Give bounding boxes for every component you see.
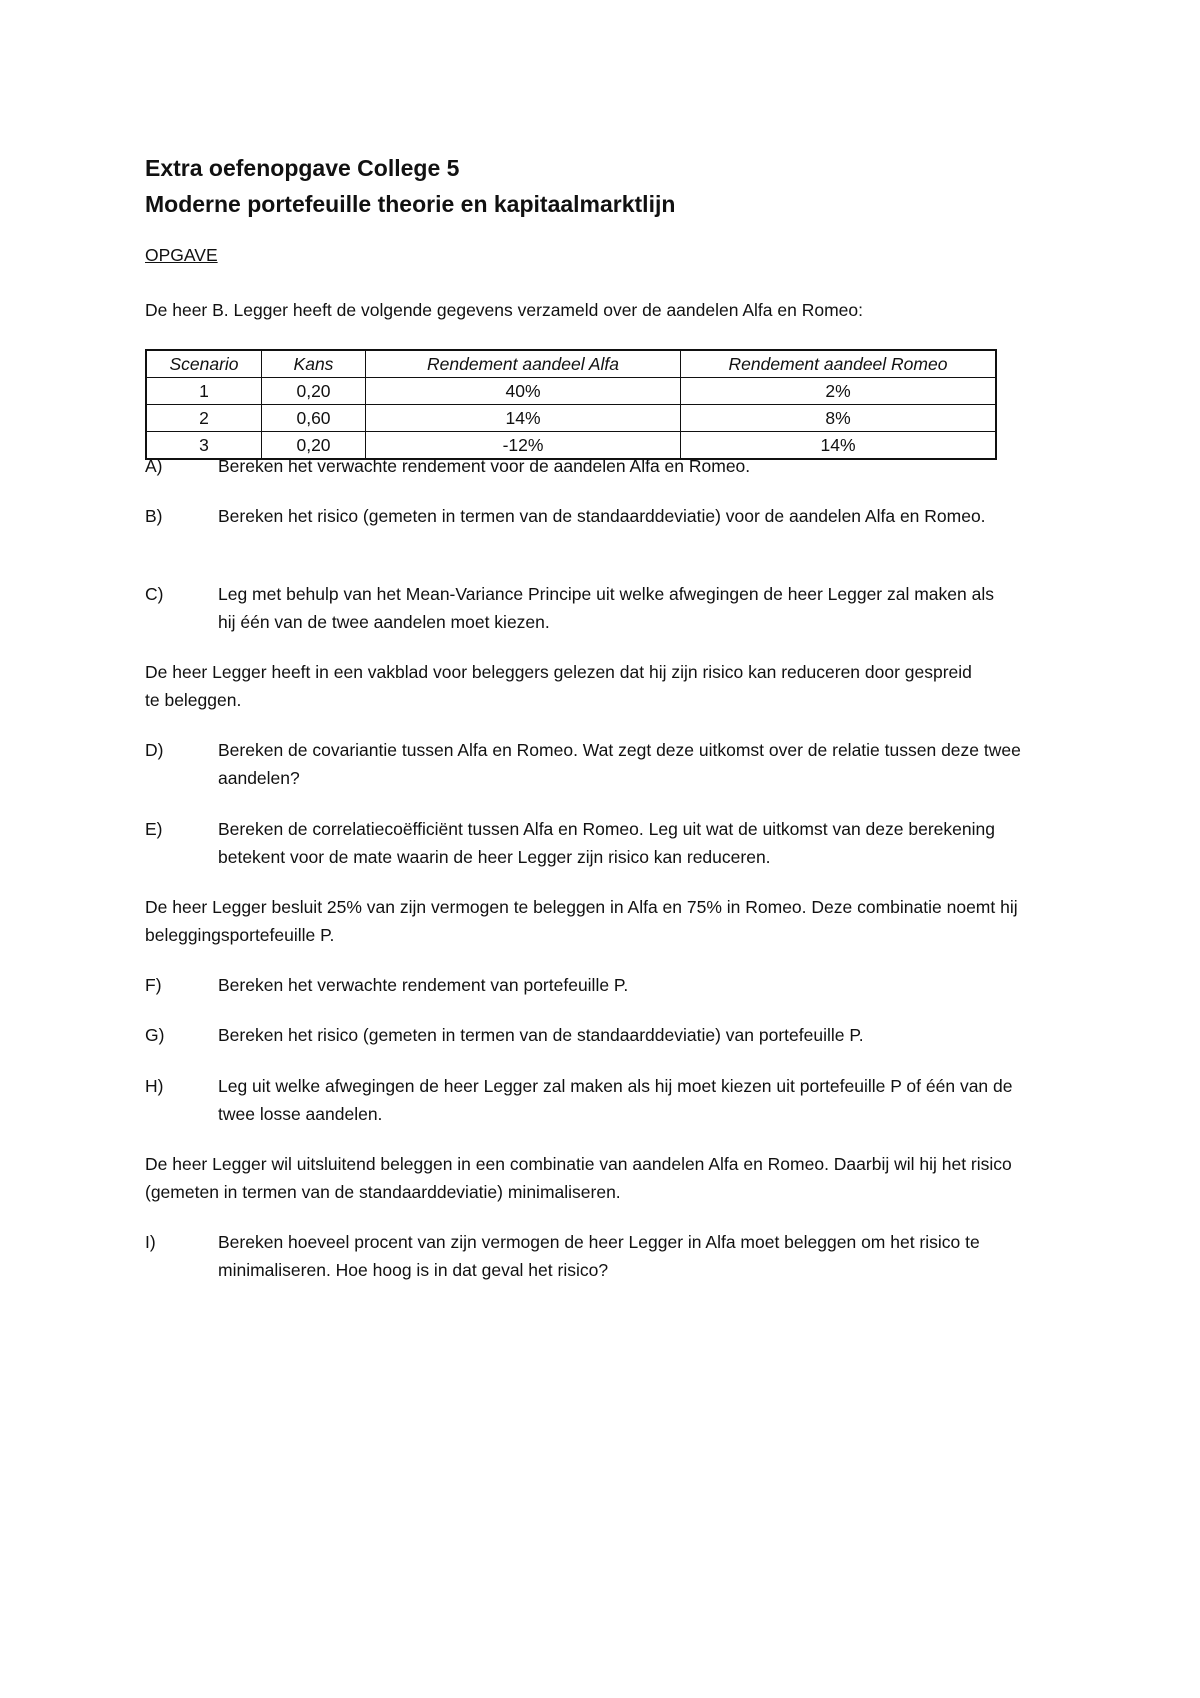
paragraph-minimaliseren: De heer Legger wil uitsluitend beleggen in een combinatie van aandelen Alfa en Romeo. Daarbij wil hij het risico (gemeten in termen van de standaarddeviatie) minimaliseren. bbox=[145, 1154, 1012, 1202]
cell-romeo: 8% bbox=[681, 405, 997, 432]
question-text: Bereken de covariantie tussen Alfa en Romeo. Wat zegt deze uitkomst over de relatie tussen deze twee aandelen? bbox=[218, 740, 1021, 788]
question-text: Leg uit welke afwegingen de heer Legger zal maken als hij moet kiezen uit portefeuille P of één van de twee losse aandelen. bbox=[218, 1076, 1013, 1124]
table-row bbox=[146, 378, 996, 405]
section-label: OPGAVE bbox=[145, 245, 218, 265]
document-page bbox=[145, 150, 1065, 1280]
cell-scenario: 1 bbox=[146, 378, 262, 405]
question-letter: C) bbox=[145, 584, 164, 604]
question-text: Bereken de correlatiecoëfficiënt tussen Alfa en Romeo. Leg uit wat de uitkomst van deze berekening betekent voor de mate waarin de heer Legger zijn risico kan reduceren. bbox=[218, 819, 995, 867]
cell-romeo: 14% bbox=[681, 432, 997, 460]
question-letter: G) bbox=[145, 1025, 165, 1045]
cell-kans: 0,60 bbox=[262, 405, 366, 432]
scenario-table bbox=[145, 349, 997, 460]
question-text: Bereken het verwachte rendement voor de aandelen Alfa en Romeo. bbox=[218, 456, 751, 476]
question-h bbox=[145, 1072, 1065, 1128]
cell-alfa: 40% bbox=[366, 378, 681, 405]
table-header-row bbox=[146, 350, 996, 378]
question-d bbox=[145, 736, 1065, 792]
question-letter: B) bbox=[145, 506, 163, 526]
question-letter: I) bbox=[145, 1232, 156, 1252]
question-letter: E) bbox=[145, 819, 163, 839]
question-letter: D) bbox=[145, 740, 164, 760]
document-title-line-1: Extra oefenopgave College 5 bbox=[145, 155, 460, 181]
question-text: Bereken het verwachte rendement van portefeuille P. bbox=[218, 975, 629, 995]
header-scenario: Scenario bbox=[146, 350, 262, 378]
question-text: Bereken het risico (gemeten in termen van de standaarddeviatie) voor de aandelen Alfa en Romeo. bbox=[218, 506, 986, 526]
question-letter: F) bbox=[145, 975, 162, 995]
cell-kans: 0,20 bbox=[262, 432, 366, 460]
header-kans: Kans bbox=[262, 350, 366, 378]
intro-text: De heer B. Legger heeft de volgende gegevens verzameld over de aandelen Alfa en Romeo: bbox=[145, 300, 863, 320]
cell-scenario: 3 bbox=[146, 432, 262, 460]
header-rendement-romeo: Rendement aandeel Romeo bbox=[681, 350, 997, 378]
question-g bbox=[145, 1021, 1065, 1049]
question-i bbox=[145, 1228, 1065, 1284]
cell-scenario: 2 bbox=[146, 405, 262, 432]
question-text: Leg met behulp van het Mean-Variance Principe uit welke afwegingen de heer Legger zal maken als hij één van de twee aandelen moet kiezen. bbox=[218, 584, 994, 632]
question-text: Bereken hoeveel procent van zijn vermogen de heer Legger in Alfa moet beleggen om het risico te minimaliseren. Hoe hoog is in dat geval het risico? bbox=[218, 1232, 980, 1280]
question-a bbox=[145, 452, 1065, 480]
document-title-line-2: Moderne portefeuille theorie en kapitaalmarktlijn bbox=[145, 191, 676, 217]
cell-alfa: -12% bbox=[366, 432, 681, 460]
paragraph-spreiding: De heer Legger heeft in een vakblad voor beleggers gelezen dat hij zijn risico kan reduceren door gespreid te beleggen. bbox=[145, 662, 972, 710]
cell-romeo: 2% bbox=[681, 378, 997, 405]
paragraph-portefeuille: De heer Legger besluit 25% van zijn vermogen te beleggen in Alfa en 75% in Romeo. Deze combinatie noemt hij beleggingsportefeuille P. bbox=[145, 897, 1018, 945]
cell-kans: 0,20 bbox=[262, 378, 366, 405]
question-letter: H) bbox=[145, 1076, 164, 1096]
table-row bbox=[146, 405, 996, 432]
header-rendement-alfa: Rendement aandeel Alfa bbox=[366, 350, 681, 378]
cell-alfa: 14% bbox=[366, 405, 681, 432]
question-text: Bereken het risico (gemeten in termen van de standaarddeviatie) van portefeuille P. bbox=[218, 1025, 864, 1045]
question-b bbox=[145, 502, 1065, 530]
question-c bbox=[145, 580, 1065, 636]
question-f bbox=[145, 971, 1065, 999]
question-letter: A) bbox=[145, 456, 163, 476]
question-e bbox=[145, 815, 1065, 871]
